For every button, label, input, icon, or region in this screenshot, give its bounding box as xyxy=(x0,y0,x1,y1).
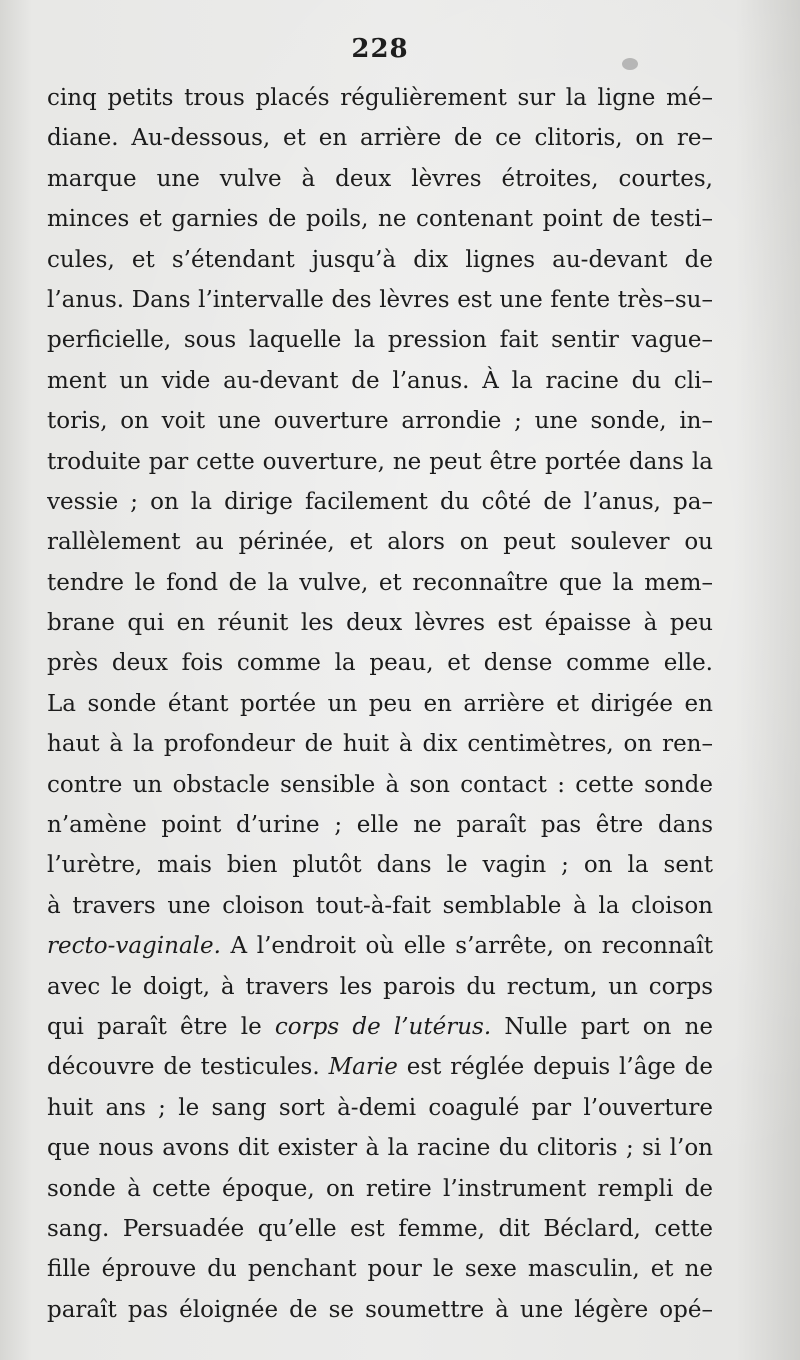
text-line xyxy=(47,1290,713,1330)
text-segment: vessie ; on la dirige facilement du côté de l’anus, pa– xyxy=(47,488,713,515)
text-line xyxy=(47,926,713,966)
text-segment: que nous avons dit exister à la racine du clitoris ; si l’on xyxy=(47,1135,713,1162)
text-segment: n’amène point d’urine ; elle ne paraît pas être dans xyxy=(47,812,713,839)
text-line xyxy=(47,522,713,562)
text-line xyxy=(47,1209,713,1249)
text-line xyxy=(47,1088,713,1128)
text-line xyxy=(47,563,713,603)
text-line xyxy=(47,401,713,441)
text-segment: Nulle part on ne xyxy=(491,1013,713,1040)
text-line xyxy=(47,1047,713,1087)
text-line xyxy=(47,765,713,805)
text-line xyxy=(47,1128,713,1168)
text-line xyxy=(47,886,713,926)
italic-text: corps de l’utérus. xyxy=(274,1013,492,1040)
text-segment: diane. Au-dessous, et en arrière de ce clitoris, on re– xyxy=(47,125,713,152)
text-segment: toris, on voit une ouverture arrondie ; une sonde, in– xyxy=(47,408,713,435)
text-segment: qui paraît être le xyxy=(47,1013,275,1040)
text-line xyxy=(47,1249,713,1289)
text-line xyxy=(47,118,713,158)
text-line xyxy=(47,361,713,401)
text-segment: est réglée depuis l’âge de xyxy=(397,1054,713,1081)
text-segment: paraît pas éloignée de se soumettre à une légère opé– xyxy=(47,1296,713,1323)
text-segment: La sonde étant portée un peu en arrière et dirigée en xyxy=(47,690,713,717)
text-line xyxy=(47,442,713,482)
text-segment: ment un vide au-devant de l’anus. À la racine du cli– xyxy=(47,367,713,394)
text-segment: à travers une cloison tout-à-fait semblable à la cloison xyxy=(47,892,713,919)
text-line xyxy=(47,280,713,320)
text-line xyxy=(47,159,713,199)
text-segment: près deux fois comme la peau, et dense comme elle. xyxy=(47,650,713,677)
text-segment: huit ans ; le sang sort à-demi coagulé par l’ouverture xyxy=(47,1094,713,1121)
text-segment: rallèlement au périnée, et alors on peut soulever ou xyxy=(47,529,713,556)
text-segment: brane qui en réunit les deux lèvres est épaisse à peu xyxy=(47,610,713,637)
text-line xyxy=(47,643,713,683)
text-segment: marque une vulve à deux lèvres étroites, courtes, xyxy=(47,165,713,192)
text-segment: minces et garnies de poils, ne contenant point de testi– xyxy=(47,206,713,233)
text-line xyxy=(47,684,713,724)
text-segment: découvre de testicules. xyxy=(47,1054,329,1081)
page-number: 228 xyxy=(351,34,409,64)
text-segment: contre un obstacle sensible à son contact : cette sonde xyxy=(47,771,713,798)
text-line xyxy=(47,724,713,764)
text-line xyxy=(47,845,713,885)
text-line xyxy=(47,320,713,360)
text-segment: haut à la profondeur de huit à dix centimètres, on ren– xyxy=(47,731,713,758)
text-line xyxy=(47,199,713,239)
text-line xyxy=(47,240,713,280)
text-segment: l’anus. Dans l’intervalle des lèvres est une fente très–su– xyxy=(47,286,713,313)
text-line xyxy=(47,603,713,643)
text-segment: perficielle, sous laquelle la pression fait sentir vague– xyxy=(47,327,713,354)
text-line xyxy=(47,1007,713,1047)
text-segment: A l’endroit où elle s’arrête, on reconnaît xyxy=(220,933,713,960)
text-line xyxy=(47,482,713,522)
italic-text: Marie xyxy=(328,1054,398,1081)
text-line xyxy=(47,967,713,1007)
body-text xyxy=(47,78,713,1330)
text-segment: cinq petits trous placés régulièrement sur la ligne mé– xyxy=(47,85,713,111)
text-segment: tendre le fond de la vulve, et reconnaître que la mem– xyxy=(47,569,713,596)
text-line xyxy=(47,805,713,845)
text-segment: avec le doigt, à travers les parois du rectum, un corps xyxy=(47,973,713,1000)
text-segment: l’urètre, mais bien plutôt dans le vagin ; on la sent xyxy=(47,852,713,879)
text-segment: fille éprouve du penchant pour le sexe masculin, et ne xyxy=(47,1256,713,1283)
text-segment: cules, et s’étendant jusqu’à dix lignes au-devant de xyxy=(47,246,713,273)
text-line xyxy=(47,1169,713,1209)
text-segment: troduite par cette ouverture, ne peut être portée dans la xyxy=(47,448,713,475)
italic-text: recto-vaginale. xyxy=(47,933,221,960)
text-segment: sonde à cette époque, on retire l’instrument rempli de xyxy=(47,1175,713,1202)
text-segment: sang. Persuadée qu’elle est femme, dit Béclard, cette xyxy=(47,1215,713,1242)
text-line xyxy=(47,78,713,118)
